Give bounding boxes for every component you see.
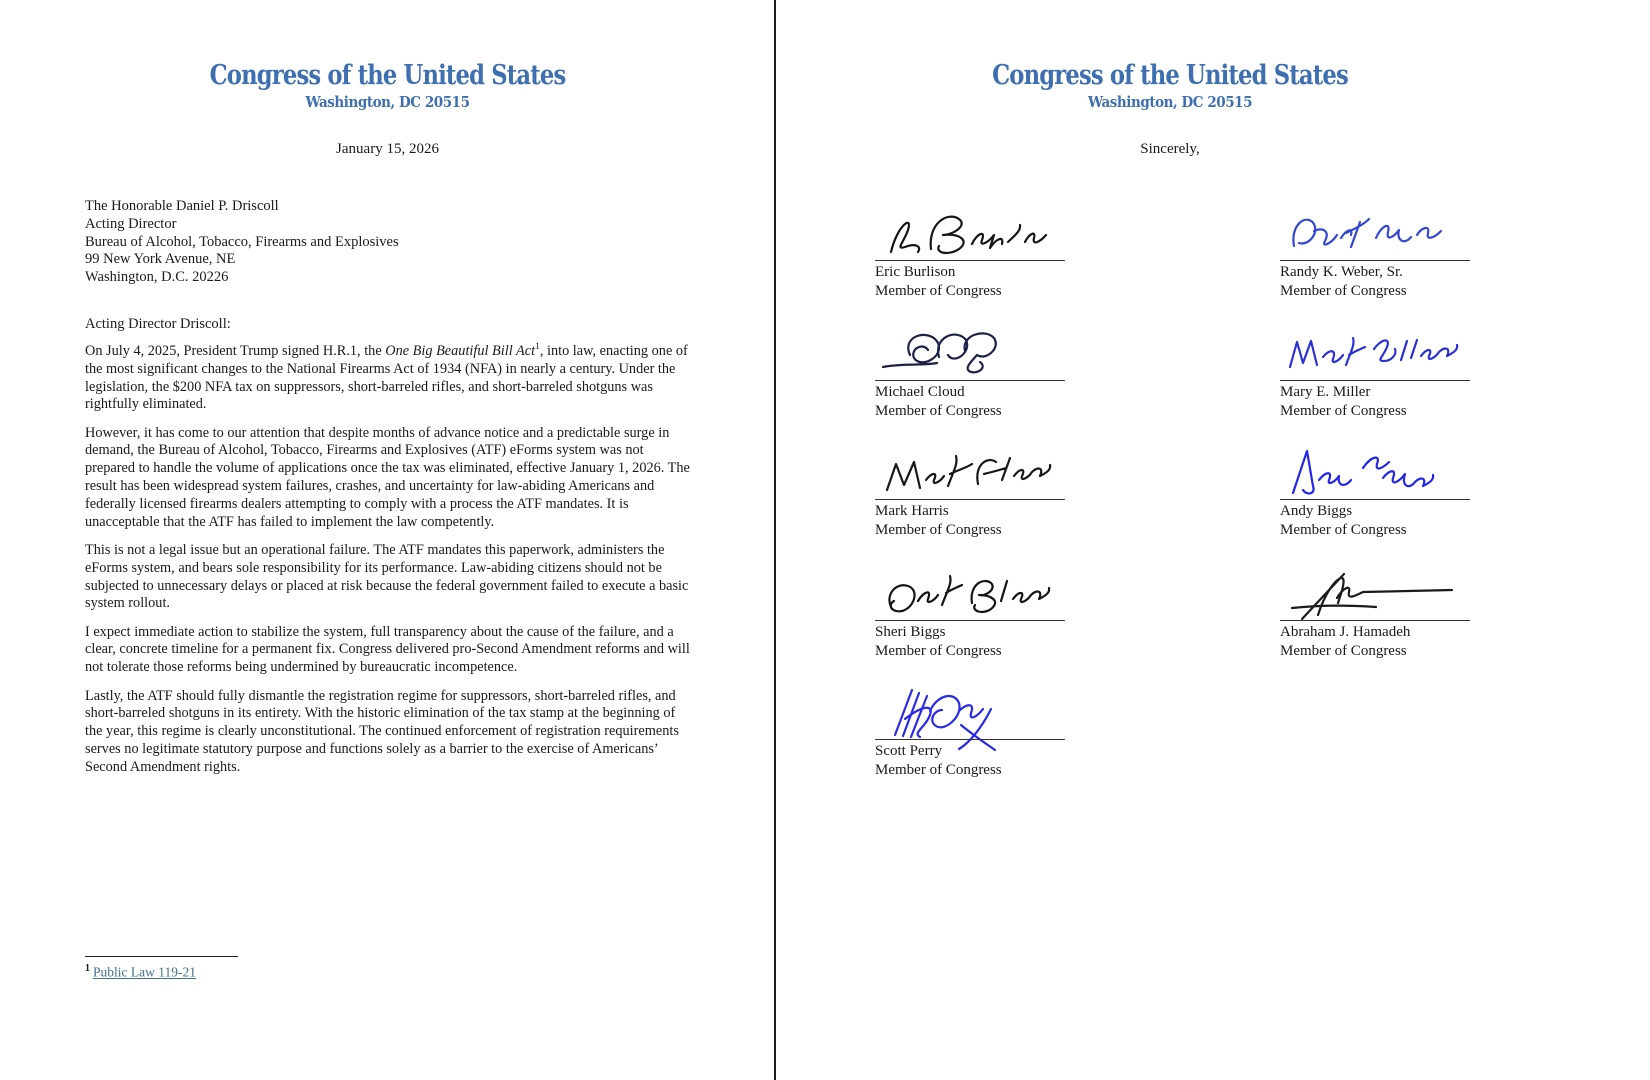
- salutation: Acting Director Driscoll:: [85, 316, 231, 332]
- closing: Sincerely,: [1140, 141, 1200, 157]
- signer-name: Mark Harris: [875, 503, 949, 519]
- signature-block-randy-weber: [1280, 204, 1470, 304]
- letterhead-title: Congress of the United States: [209, 60, 566, 91]
- signer-title: Member of Congress: [1280, 522, 1407, 538]
- signature-mark-harris-icon: [875, 441, 1075, 501]
- signer-title: Member of Congress: [1280, 403, 1407, 419]
- signer-title: Member of Congress: [875, 522, 1002, 538]
- signer-name: Mary E. Miller: [1280, 384, 1371, 400]
- paragraph-2: However, it has come to our attention that despite months of advance notice and a predictable surge in demand, the Bureau of Alcohol, Tobacco, Firearms and Explosives (ATF) eForms system was not prepared to handle the volume of applications once the tax was eliminated, effective January 1, 2026. The result has been widespread system failures, crashes, and uncertainty for law-abiding Americans and federally licensed firearms dealers attempting to comply with a process the ATF mandates. It is unacceptable that the ATF has failed to implement the law competently.: [85, 424, 690, 530]
- letterhead-address: Washington, DC 20515: [1087, 93, 1253, 111]
- signature-line: [875, 380, 1065, 381]
- recipient-street: 99 New York Avenue, NE: [85, 251, 236, 268]
- recipient-agency: Bureau of Alcohol, Tobacco, Firearms and Explosives: [85, 233, 399, 250]
- signer-name: Eric Burlison: [875, 264, 956, 280]
- signature-line: [875, 739, 1065, 740]
- signature-block-michael-cloud: [875, 324, 1065, 424]
- signature-andy-biggs-icon: [1280, 441, 1480, 501]
- signature-randy-weber-icon: [1280, 202, 1480, 262]
- signature-block-abraham-hamadeh: [1280, 564, 1470, 664]
- signer-title: Member of Congress: [875, 643, 1002, 659]
- signer-title: Member of Congress: [1280, 283, 1407, 299]
- signature-mary-miller-icon: [1280, 322, 1480, 382]
- paragraph-4: I expect immediate action to stabilize the system, full transparency about the cause of the failure, and a clear, concrete timeline for a permanent fix. Congress delivered pro-Second Amendment reforms and will not tolerate those reforms being undermined by bureaucratic incompetence.: [85, 623, 690, 676]
- signature-sheri-biggs-icon: [875, 562, 1075, 622]
- letterhead-title: Congress of the United States: [992, 60, 1348, 91]
- signature-abraham-hamadeh-icon: [1280, 562, 1480, 622]
- signature-block-sheri-biggs: [875, 564, 1065, 664]
- paragraph-1-continuation: , into law, enacting one of the most significant changes to the National Firearms Act of 1934 (NFA) in nearly a century. Under the legislation, the $200 NFA tax on suppressors, short-barreled rifles, and short-barreled shotguns was rightfully eliminated.: [85, 343, 688, 413]
- letterhead-address: Washington, DC 20515: [305, 93, 470, 111]
- signature-line: [1280, 499, 1470, 500]
- signature-block-scott-perry: [875, 683, 1065, 783]
- paragraph-1-text: On July 4, 2025, President Trump signed H.R.1, the: [85, 343, 386, 359]
- footnote: [85, 963, 196, 981]
- signature-line: [1280, 260, 1470, 261]
- signature-scott-perry-icon: [875, 681, 1075, 741]
- signer-name: Andy Biggs: [1280, 503, 1353, 519]
- signer-name: Abraham J. Hamadeh: [1280, 624, 1411, 640]
- letterhead-left: [0, 60, 775, 111]
- page-divider: [774, 0, 776, 1080]
- footnote-marker: 1: [85, 963, 90, 974]
- paragraph-1: [85, 343, 695, 414]
- paragraph-5: Lastly, the ATF should fully dismantle the registration regime for suppressors, short-barreled rifles, and short-barreled shotguns in its entirety. With the historic elimination of the tax stamp at the beginning of the year, this regime is clearly unconstitutional. The continued enforcement of registration requirements serves no legitimate statutory purpose and functions solely as a barrier to the exercise of Americans’ Second Amendment rights.: [85, 687, 679, 775]
- signer-name: Scott Perry: [875, 743, 943, 759]
- signature-eric-burlison-icon: [875, 202, 1075, 262]
- paragraph-3: This is not a legal issue but an operational failure. The ATF mandates this paperwork, administers the eForms system, and bears sole responsibility for its performance. Law-abiding citizens should not be subjected to unnecessary delays or placed at risk because the federal government failed to execute a basic system rollout.: [85, 541, 689, 612]
- signature-line: [875, 620, 1065, 621]
- signer-title: Member of Congress: [875, 283, 1002, 299]
- signature-block-mary-miller: [1280, 324, 1470, 424]
- recipient-name: The Honorable Daniel P. Driscoll: [85, 198, 279, 214]
- signature-michael-cloud-icon: [875, 322, 1075, 382]
- letter-body: [85, 343, 695, 787]
- signature-line: [1280, 620, 1470, 621]
- bill-title-italic: One Big Beautiful Bill Act: [385, 343, 536, 359]
- signature-block-mark-harris: [875, 443, 1065, 543]
- signature-block-andy-biggs: [1280, 443, 1470, 543]
- signer-name: Michael Cloud: [875, 384, 965, 400]
- signer-title: Member of Congress: [875, 403, 1002, 419]
- recipient-address-block: [85, 198, 399, 287]
- letter-date: January 15, 2026: [336, 141, 439, 157]
- signer-name: Randy K. Weber, Sr.: [1280, 264, 1403, 280]
- signature-block-eric-burlison: [875, 204, 1065, 304]
- signer-title: Member of Congress: [1280, 643, 1407, 659]
- recipient-city: Washington, D.C. 20226: [85, 269, 229, 286]
- signature-line: [875, 499, 1065, 500]
- signature-line: [875, 260, 1065, 261]
- signer-name: Sheri Biggs: [875, 624, 946, 640]
- footnote-separator: [85, 956, 238, 957]
- letterhead-right: [775, 60, 1565, 111]
- signature-line: [1280, 380, 1470, 381]
- footnote-reference: 1: [535, 342, 540, 353]
- recipient-title: Acting Director: [85, 215, 177, 232]
- signer-title: Member of Congress: [875, 762, 1002, 778]
- footnote-link[interactable]: Public Law 119-21: [93, 964, 196, 980]
